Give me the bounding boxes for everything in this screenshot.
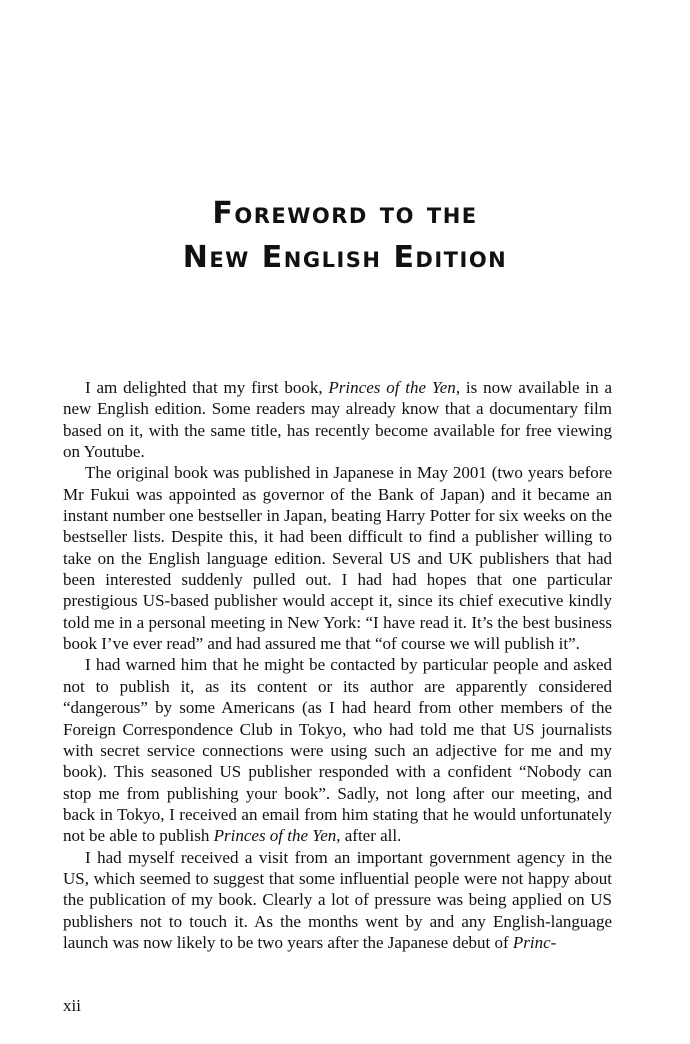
book-title-italic: Princ- (512, 932, 557, 952)
text-run: , after all. (336, 826, 402, 846)
paragraph-4 (63, 847, 612, 954)
chapter-title-line-2: New English Edition (182, 240, 508, 275)
paragraph-2 (63, 462, 612, 654)
text-run: I had myself received a visit from an important government agency in the US, which seemed to suggest that some influential people were not happy about the publication of my book. Clearly a lot of pressure was being applied on US publishers not to touch it. As the months went by and any English-language launch was now likely to be two years after the Japanese debut of (63, 847, 612, 952)
page-number: xii (63, 996, 81, 1015)
paragraph-3 (63, 654, 612, 846)
text-run: I am delighted that my first book, (85, 378, 329, 397)
book-title-italic: Princes of the Yen (328, 378, 456, 397)
text-run: , is now available in a new English edition. Some readers may already know that a documentary film based on it, with the same title, has recently become available for free viewing on Youtube. (63, 378, 612, 462)
body-text (63, 377, 612, 953)
chapter-title-line-1: Foreword to the (212, 196, 478, 231)
book-title-italic: Princes of the Yen (213, 826, 337, 846)
text-run: The original book was published in Japanese in May 2001 (two years before Mr Fukui was appointed as governor of the Bank of Japan) and it became an instant number one bestseller in Japan, beating Harry Potter for six weeks on the bestseller lists. Despite this, it had been difficult to find a publisher willing to take on the English language edition. Several US and UK publishers that had been interested suddenly pulled out. I had had hopes that one particular prestigious US-based publisher would accept it, since its chief executive kindly told me in a personal meeting in New York: “I have read it. It’s the best business book I’ve ever read” and had assured me that “of course we will publish it”. (63, 463, 612, 654)
paragraph-1 (63, 377, 612, 462)
text-run: I had warned him that he might be contacted by particular people and asked not to publish it, as its content or its author are apparently considered “dangerous” by some Americans (as I had heard from other members of the Foreign Correspondence Club in Tokyo, who had told me that US journalists with secret service connections were using such an adjective for me and my book). This seasoned US publisher responded with a confident “Nobody can stop me from publishing your book”. Sadly, not long after our meeting, and back in Tokyo, I received an email from him stating that he would unfortunately not be able to publish (63, 655, 612, 846)
